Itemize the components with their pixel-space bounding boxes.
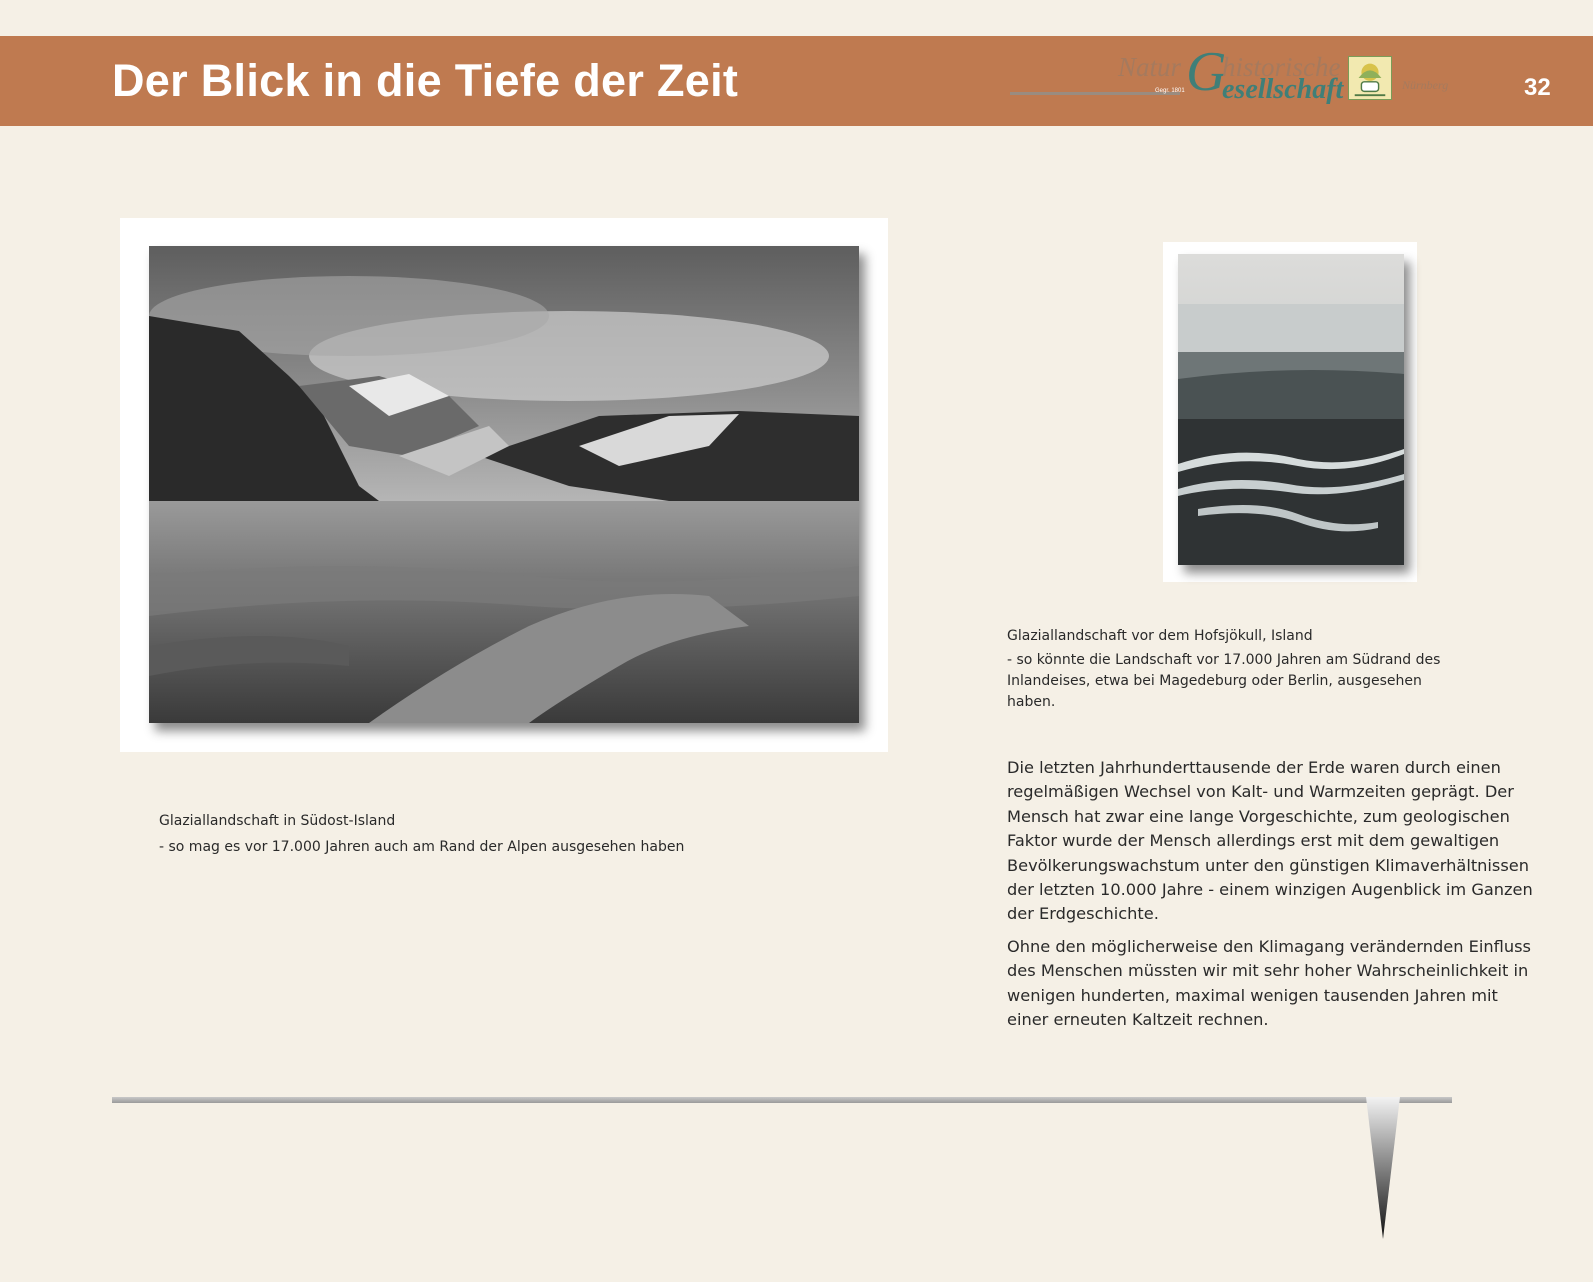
body-paragraph-2: Ohne den möglicherweise den Klimagang verändernden Einfluss des Menschen müssten wir mit sehr hoher Wahrscheinlichkeit in wenigen hunderten, maximal wenigen tausenden Jahren mit einer erneuten Kaltzeit rechnen.: [1007, 936, 1531, 1030]
society-logo: [1010, 41, 1470, 110]
caption-left-text: - so mag es vor 17.000 Jahren auch am Rand der Alpen ausgesehen haben: [159, 839, 685, 855]
page-number: 32: [1524, 74, 1551, 101]
caption-left: [159, 808, 879, 860]
page-title: Der Blick in die Tiefe der Zeit: [112, 55, 739, 106]
logo-gesellschaft-text: esellschaft: [1222, 74, 1344, 105]
logo-city-text: Nürnberg: [1402, 78, 1449, 92]
logo-g-letter: G: [1186, 41, 1227, 103]
logo-emblem-icon: [1348, 56, 1392, 100]
body-paragraph-1: Die letzten Jahrhunderttausende der Erde waren durch einen regelmäßigen Wechsel von Kalt- und Warmzeiten geprägt. Der Mensch hat zwar eine lange Vorgeschichte, zum geologischen Faktor wurde der Mensch allerdings erst mit dem gewaltigen Bevölkerungswachstum unter den günstigen Klimaverhältnissen der letzten 10.000 Jahre - einem winzigen Augenblick im Ganzen der Erdgeschichte.: [1007, 758, 1533, 924]
timeline-wedge-icon: [1366, 1097, 1400, 1239]
caption-right: [1007, 626, 1457, 713]
bottom-divider: [112, 1097, 1452, 1103]
caption-right-text: - so könnte die Landschaft vor 17.000 Jahren am Südrand des Inlandeises, etwa bei Magedeburg oder Berlin, ausgesehen haben.: [1007, 652, 1441, 710]
photo-glacial-landscape-southeast-iceland: [149, 246, 859, 723]
logo-natur-text: Natur: [1118, 52, 1182, 82]
caption-right-title: Glaziallandschaft vor dem Hofsjökull, Island: [1007, 628, 1313, 644]
caption-left-title: Glaziallandschaft in Südost-Island: [159, 813, 396, 829]
logo-historische-text: historische: [1222, 52, 1341, 82]
body-text: [1007, 756, 1535, 1040]
logo-founded-text: Gegr. 1801: [1155, 88, 1185, 94]
photo-glacial-landscape-hofsjokull: [1178, 254, 1404, 565]
